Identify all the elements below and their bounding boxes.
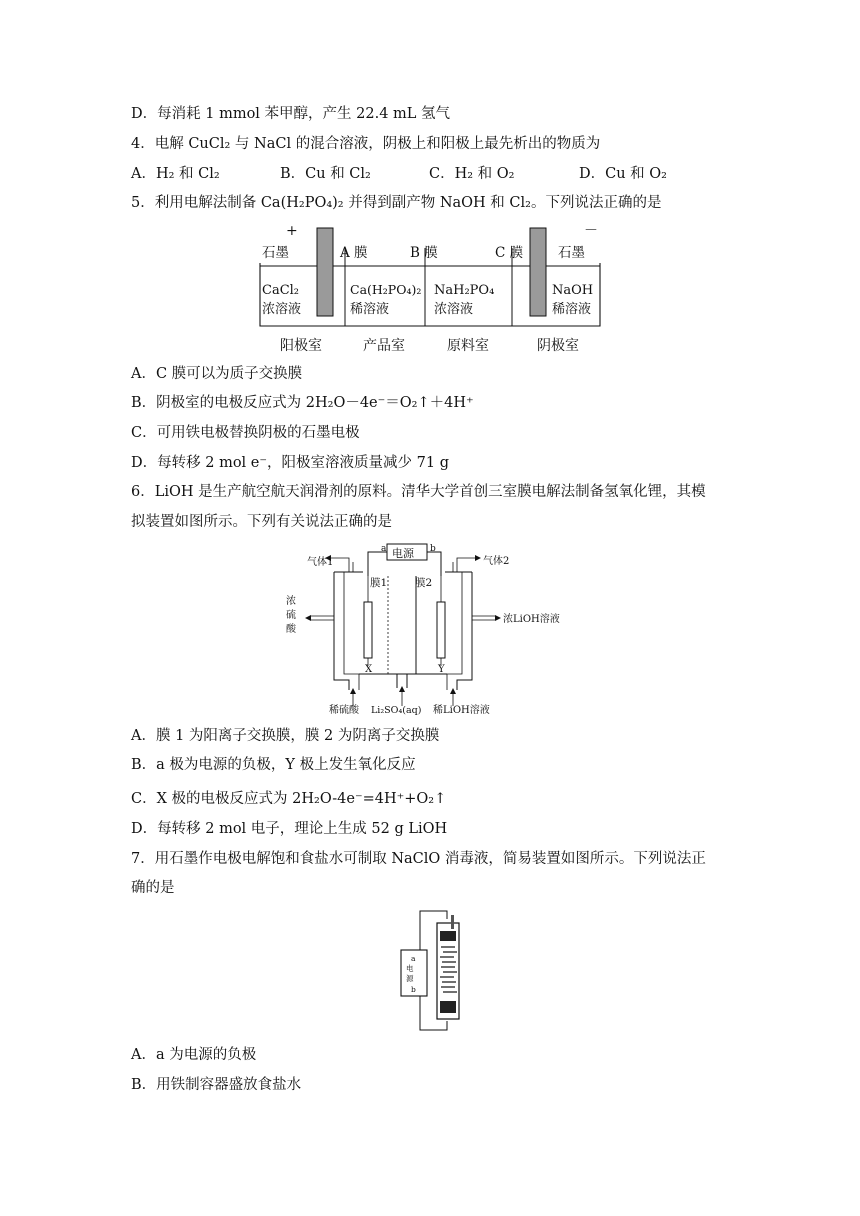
- q4-options: [131, 164, 731, 184]
- q4-option-a: A．H₂ 和 Cl₂: [131, 166, 220, 182]
- q5-option-d: D．每转移 2 mol e⁻，阳极室溶液质量减少 71 g: [131, 455, 449, 471]
- q5-anode-graphite: [317, 228, 333, 316]
- q5-sol1-formula: CaCl₂: [262, 283, 300, 298]
- q6-dilute-acid-label: 稀硫酸: [329, 705, 359, 716]
- q6-option-a: A．膜 1 为阳离子交换膜，膜 2 为阴离子交换膜: [131, 728, 440, 744]
- q5-stem: 5．利用电解法制备 Ca(H₂PO₄)₂ 并得到副产物 NaOH 和 Cl₂。下列说法正确的是: [131, 195, 662, 211]
- q5-option-c: C．可用铁电极替换阴极的石墨电极: [131, 425, 360, 441]
- q5-sol4-desc: 稀溶液: [552, 302, 592, 317]
- q6-electrode-y: [437, 602, 445, 658]
- q3-option-d: D．每消耗 1 mmol 苯甲醇，产生 22.4 mL 氢气: [131, 106, 451, 122]
- q6-electrode-x-label: X: [365, 664, 373, 675]
- q4-stem: 4．电解 CuCl₂ 与 NaCl 的混合溶液，阴极上和阳极上最先析出的物质为: [131, 136, 601, 152]
- q5-right-electrode-label: 石墨: [558, 245, 585, 261]
- q6-option-b: B．a 极为电源的负极，Y 极上发生氧化反应: [131, 757, 416, 773]
- q6-electrode-x: [364, 602, 372, 658]
- q5-minus-sign: －: [584, 223, 598, 239]
- q7-terminal-a: a: [411, 954, 416, 963]
- q6-conc-acid-char2: 硫: [286, 610, 296, 621]
- q7-vent-tube: [451, 915, 454, 929]
- q6-conc-acid-char3: 酸: [286, 624, 296, 635]
- q4-option-b: B．Cu 和 Cl₂: [280, 166, 371, 182]
- q6-three-chamber-diagram: [275, 538, 585, 716]
- q7-option-a: A．a 为电源的负极: [131, 1047, 257, 1063]
- q6-conc-lioh-label: 浓LiOH溶液: [503, 614, 560, 625]
- q4-option-c: C．H₂ 和 O₂: [429, 166, 515, 182]
- q7-power-char1: 电: [406, 964, 414, 973]
- q6-gas1-label: 气体1: [307, 557, 334, 568]
- q5-option-a: A．C 膜可以为质子交换膜: [131, 366, 303, 382]
- q6-stem-line1: 6．LiOH 是生产航空航天润滑剂的原料。清华大学首创三室膜电解法制备氢氧化锂，其模: [131, 484, 706, 500]
- q6-mem1-label: 膜1: [370, 577, 388, 589]
- q6-gas2-label: 气体2: [483, 556, 510, 567]
- q7-power-char2: 源: [406, 974, 414, 983]
- q5-membrane-a-label: A 膜: [340, 245, 368, 261]
- q5-left-electrode-label: 石墨: [262, 245, 289, 261]
- q5-room-feed: 原料室: [447, 338, 489, 354]
- q5-sol1-desc: 浓溶液: [262, 302, 302, 317]
- q5-membrane-c-label: C 膜: [495, 245, 524, 261]
- q7-terminal-b: b: [411, 985, 416, 994]
- q6-terminal-b: b: [430, 544, 436, 554]
- q6-dilute-lioh-label: 稀LiOH溶液: [433, 705, 490, 716]
- q5-sol2-desc: 稀溶液: [350, 302, 390, 317]
- q6-option-c: C．X 极的电极反应式为 2H₂O-4e⁻=4H⁺+O₂↑: [131, 791, 447, 807]
- q5-plus-sign: +: [286, 223, 298, 239]
- q6-option-d: D．每转移 2 mol 电子，理论上生成 52 g LiOH: [131, 821, 448, 837]
- q5-option-b: B．阴极室的电极反应式为 2H₂O－4e⁻＝O₂↑＋4H⁺: [131, 395, 474, 411]
- q5-room-cathode: 阴极室: [537, 338, 579, 354]
- q7-stem-line2: 确的是: [131, 880, 175, 896]
- q7-upper-electrode: [440, 931, 456, 941]
- q6-li2so4-label: Li₂SO₄(aq): [371, 705, 422, 716]
- q5-cell-container: [260, 263, 600, 326]
- q7-stem-line1: 7．用石墨作电极电解饱和食盐水可制取 NaClO 消毒液，简易装置如图所示。下列说法正: [131, 851, 706, 867]
- q6-mem2-label: 膜2: [415, 577, 433, 589]
- q5-room-product: 产品室: [363, 338, 405, 354]
- q5-sol4-formula: NaOH: [552, 283, 594, 298]
- q5-sol2-formula: Ca(H₂PO₄)₂: [350, 282, 422, 297]
- q5-sol3-desc: 浓溶液: [434, 302, 474, 317]
- q5-room-anode: 阳极室: [280, 338, 322, 354]
- q5-membrane-b-label: B 膜: [410, 245, 438, 261]
- q6-conc-acid-char1: 浓: [286, 596, 296, 607]
- q6-terminal-a: a: [381, 544, 387, 554]
- q6-power-label: 电源: [392, 547, 414, 560]
- q4-option-d: D．Cu 和 O₂: [579, 166, 667, 182]
- q5-electrolysis-diagram: [240, 220, 620, 360]
- q7-option-b: B．用铁制容器盛放食盐水: [131, 1077, 302, 1093]
- q7-apparatus-diagram: [395, 905, 475, 1035]
- q6-electrode-y-label: Y: [438, 664, 445, 675]
- q6-stem-line2: 拟装置如图所示。下列有关说法正确的是: [131, 514, 392, 530]
- q5-sol3-formula: NaH₂PO₄: [434, 283, 495, 298]
- q7-lower-electrode: [440, 1001, 456, 1013]
- q5-cathode-graphite: [530, 228, 546, 316]
